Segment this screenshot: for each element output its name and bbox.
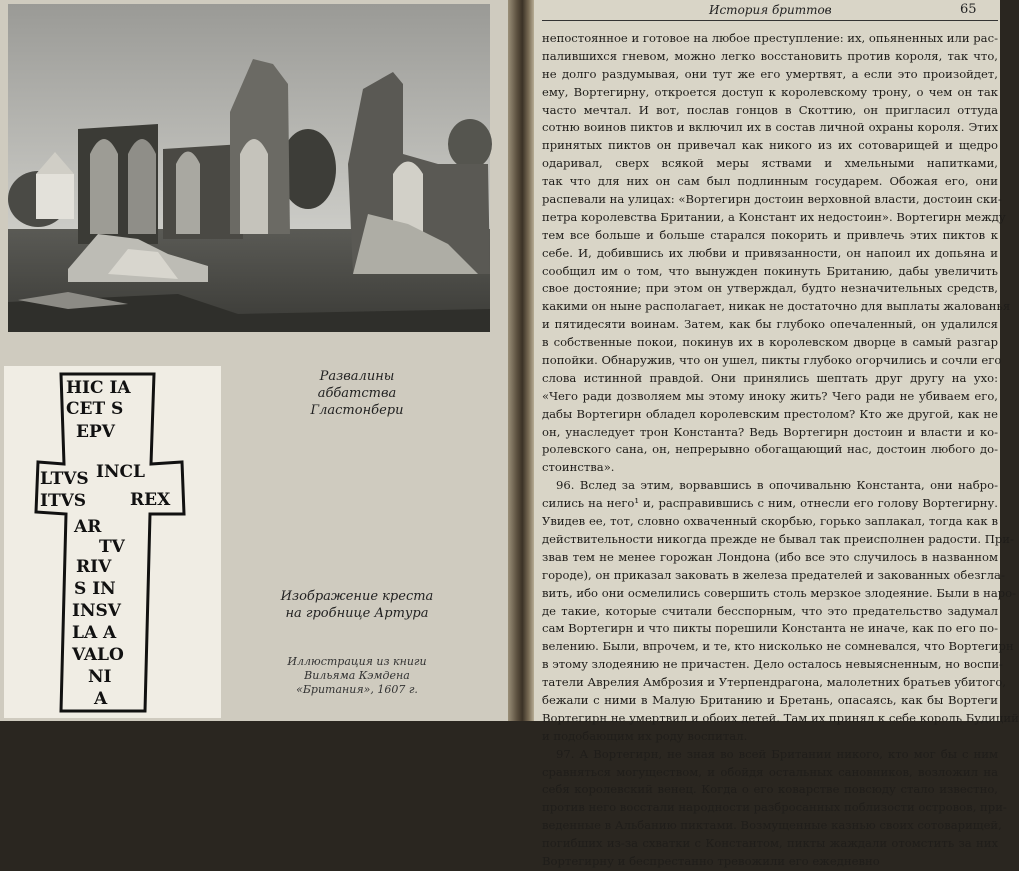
- text-line: и подобающим их роду воспитал.: [542, 728, 748, 743]
- text-line: попойки. Обнаружив, что он ушел, пикты глубоко огорчились и сочли его: [542, 353, 1002, 368]
- text-line: де такие, которые считали бесспорным, что это предательство задумал: [542, 603, 998, 618]
- caption-line: Вильяма Кэмдена: [304, 669, 410, 682]
- cross-line: LTVS: [40, 469, 89, 489]
- caption-line: Гластонбери: [310, 403, 404, 418]
- cross-line: INSV: [72, 601, 121, 621]
- caption-line: на гробнице Артура: [285, 606, 429, 621]
- right-page: [534, 0, 1019, 868]
- left-page: [0, 0, 508, 721]
- text-line: ролевского сана, он, непрерывно обогащающий нас, достоин любого до-: [542, 442, 998, 457]
- text-line: велению. Были, впрочем, и те, кто нисколько не сомневался, что Вортегирн: [542, 639, 1014, 654]
- text-line: сообщил им о том, что вынужден покинуть Британию, дабы увеличить: [542, 263, 998, 278]
- running-head: [534, 0, 1000, 28]
- text-line: татели Аврелия Амброзия и Утерпендрагона, малолетних братьев убитого,: [542, 675, 1006, 690]
- text-line: сравняться могуществом, и обойдя остальных сановников, возложил на: [542, 764, 998, 779]
- caption-line: Иллюстрация из книги: [287, 655, 427, 668]
- text-line: сились на него¹ и, расправившись с ним, отнесли его голову Вортегирну.: [542, 496, 998, 511]
- text-line: Увидев ее, тот, словно охваченный скорбью, горько заплакал, тогда как в: [542, 514, 998, 529]
- caption-line: «Британия», 1607 г.: [296, 683, 418, 696]
- cross-line: CET S: [66, 399, 124, 419]
- text-line: не долго раздумывая, они тут же его умертвят, а если это произойдет,: [542, 66, 998, 81]
- text-line: в этому злодеянию не причастен. Дело осталось невыясненным, но воспи-: [542, 657, 1003, 672]
- text-line: сам Вортегирн и что пикты порешили Константа не иначе, как по его по-: [542, 621, 998, 636]
- text-line: действительности никогда прежде не бывал так преисполнен радости. При-: [542, 531, 1014, 546]
- text-line: одаривал, сверх всякой меры яствами и хмельными напитками,: [542, 156, 998, 171]
- text-line: веденные в Альбанию пиктами. Возмущенные казнью своих сотоварищей,: [542, 818, 1002, 833]
- text-line: погибших из-за схватки с Константом, пикты жаждали отомстить за них: [542, 836, 998, 851]
- caption-source: [262, 655, 452, 697]
- cross-line: S IN: [74, 579, 116, 599]
- text-line: против него восстали народности разбросанных поблизости островов, при-: [542, 800, 1007, 815]
- text-line: и пятидесяти воинам. Затем, как бы глубоко опечаленный, он удалился: [542, 317, 998, 332]
- cross-line: AR: [74, 517, 102, 537]
- text-line: городе), он приказал заковать в железа предателей и закованных обезгла-: [542, 567, 1005, 582]
- cross-line: LA A: [72, 623, 117, 643]
- caption-glastonbury: [292, 368, 422, 419]
- text-line: распевали на улицах: «Вортегирн достоин верховной власти, достоин ски-: [542, 192, 1002, 207]
- text-line: он, унаследует трон Константа? Ведь Вортегирн достоин и власти и ко-: [542, 424, 998, 439]
- text-line: принятых пиктов он привечал как никого из их сотоварищей и щедро: [542, 138, 998, 153]
- text-line: часто мечтал. И вот, послав гонцов в Скоттию, он пригласил оттуда: [542, 102, 998, 117]
- text-line: вить, ибо они осмелились совершить столь мерзкое злодеяние. Были в наро-: [542, 585, 1017, 600]
- text-line: ему, Вортегирну, откроется доступ к королевскому трону, о чем он так: [542, 84, 998, 99]
- running-head-title: История бриттов: [709, 3, 832, 17]
- cross-line: INCL: [96, 462, 145, 482]
- text-line: Вортегирну и беспрестанно тревожили его ежедневно: [542, 853, 880, 868]
- cross-line: HIC IA: [66, 378, 131, 398]
- text-line: свое достояние; при этом он утверждал, будто незначительных средств,: [542, 281, 998, 296]
- text-line: дабы Вортегирн обладел королевским престолом? Кто же другой, как не: [542, 406, 998, 421]
- page-number: 65: [960, 2, 977, 17]
- caption-line: Развалины: [319, 369, 395, 384]
- text-line: какими он ныне располагает, никак не достаточно для выплаты жалованья: [542, 299, 1011, 314]
- book-gutter: [508, 0, 534, 721]
- text-line: так что для них он сам был подлинным государем. Обожая его, они: [542, 174, 998, 189]
- text-line: тем все больше и больше старался покорить и привлечь этих пиктов к: [542, 227, 998, 242]
- text-line: себя королевский венец. Когда о его коварстве повсюду стало известно,: [542, 782, 998, 797]
- text-line: в собственные покои, покинув их в королевском дворце в самый разгар: [542, 335, 998, 350]
- arthur-cross-illustration: [4, 366, 221, 718]
- body-text: [542, 30, 1019, 871]
- text-line: сотню воинов пиктов и включил их в состав личной охраны короля. Этих: [542, 120, 998, 135]
- text-line: звав тем не менее горожан Лондона (ибо все это случилось в названном: [542, 549, 998, 564]
- text-line: бежали с ними в Малую Британию и Бретань, опасаясь, как бы Вортеги: [542, 692, 998, 707]
- text-line: слова истинной правдой. Они принялись шептать друг другу на ухо:: [542, 370, 998, 385]
- cross-line: RIV: [76, 557, 112, 577]
- caption-line: аббатства: [317, 386, 397, 401]
- text-line: «Чего ради дозволяем мы этому иноку жить? Чего ради не убиваем его,: [542, 388, 998, 403]
- caption-cross: [262, 588, 452, 622]
- text-line: стоинства».: [542, 460, 615, 475]
- text-line: 97. А Вортегирн, не зная во всей Британии никого, кто мог бы с ним: [556, 746, 998, 761]
- glastonbury-ruins-photo: [8, 4, 490, 332]
- text-line: Вортегирн не умертвил и обоих детей. Там их принял к себе король Будиций: [542, 710, 1019, 725]
- cross-line: ITVS: [40, 491, 87, 511]
- cross-line: VALO: [72, 645, 124, 665]
- text-line: непостоянное и готовое на любое преступление: их, опьяненных или рас-: [542, 31, 998, 45]
- cross-line: TV: [99, 537, 125, 557]
- text-line: 96. Вслед за этим, ворвавшись в опочивальню Константа, они набро-: [556, 478, 998, 493]
- header-rule: [542, 20, 998, 21]
- cross-line: EPV: [76, 422, 115, 442]
- cross-line: NI: [88, 667, 112, 687]
- text-line: палившихся гневом, можно легко восстановить против короля, так что,: [542, 48, 998, 63]
- text-line: себе. И, добившись их любви и привязанности, он напоил их допьяна и: [542, 245, 998, 260]
- text-line: петра королевства Британии, а Констант их недостоин». Вортегирн между: [542, 209, 1006, 224]
- cross-line: A: [94, 689, 108, 709]
- caption-line: Изображение креста: [280, 589, 434, 604]
- cross-line: REX: [130, 490, 171, 510]
